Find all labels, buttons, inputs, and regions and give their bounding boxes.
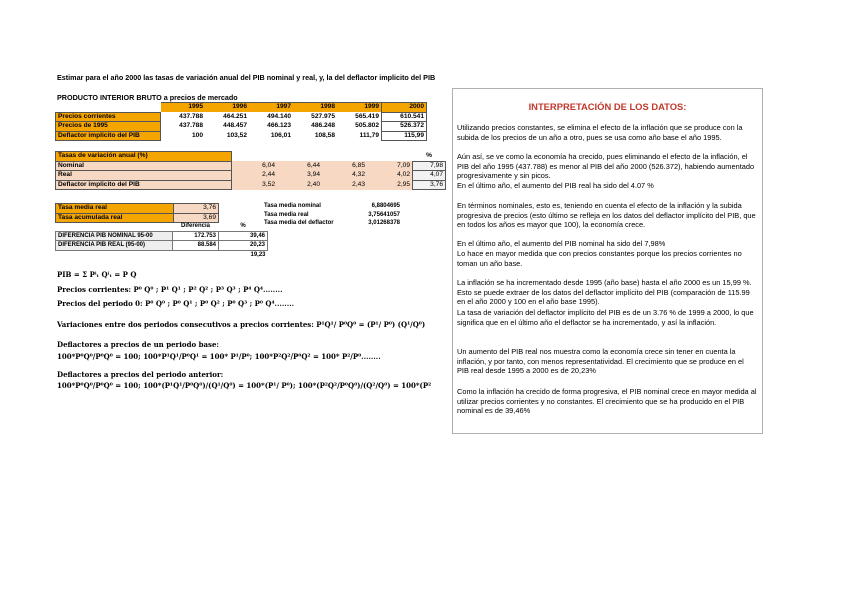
year-cell: 1995 [161, 103, 206, 113]
interpretation-panel [452, 88, 763, 434]
value-cell: 486.248 [311, 122, 335, 130]
value-cell: 7,98 [413, 161, 446, 171]
table-row [56, 231, 268, 241]
formula-current-prices: Precios corrientes: P⁰ Q⁰ ; P¹ Q¹ ; P² Q² ; P³ Q³ ; P⁴ Q⁴........ [57, 285, 283, 294]
table-row [56, 122, 427, 132]
value-cell: 6,8804695 [371, 203, 400, 209]
row-label: DIFERENCIA PIB REAL (95-00) [56, 241, 173, 251]
year-cell: 1997 [249, 103, 293, 113]
row-label: Tasa acumulada real [56, 213, 174, 223]
pib-table [55, 102, 427, 141]
formula-deflator-base-title: Deflactores a precios de un periodo base: [57, 340, 219, 349]
value-cell: 3,69 [174, 213, 219, 223]
formula-pib: PIB = Σ Pⁱₜ Qⁱₜ = P Q [57, 270, 137, 279]
year-cell: 1996 [205, 103, 249, 113]
value-cell: 464.251 [223, 112, 247, 120]
interpretation-paragraph: Aún así, se ve como la economía ha crecido, pues eliminando el efecto de la inflación, el PIB del año 1995 (437.788) es menor al PIB del año 2000 (526.372), habiendo aumentado progresivamente y sin picos. [457, 152, 755, 180]
interpretation-paragraph: Utilizando precios constantes, se elimina el efecto de la inflación que se produce con la subida de los precios de un año a otro, pues se usa como año base el año 1995. [457, 123, 743, 142]
value-cell: 7,09 [367, 161, 413, 171]
column-header: % [240, 223, 246, 229]
row-label: Deflactor implicito del PIB [56, 131, 161, 141]
row-label: Real [56, 171, 232, 181]
value-cell: 4,07 [413, 171, 446, 181]
value-cell: 2,44 [232, 171, 278, 181]
interpretation-paragraph: Como la inflación ha crecido de forma progresiva, el PIB nominal crece en mayor medida al utilizar precios corrientes y no constantes. El crecimiento que se ha producido en el PIB nominal es de 39,46% [457, 387, 757, 415]
value-cell: 2,40 [277, 180, 322, 190]
value-cell: 3,75641057 [368, 211, 400, 218]
formula-deflator-prev: 100*P⁰Q⁰/P⁰Q⁰ = 100; 100*(P¹Q¹/P⁰Q⁰)/(Q¹/Q⁰) = 100*(P¹/ P⁰); 100*(P²Q²/P⁰Q⁰)/(Q²/Q⁰) = 100*(P² [57, 381, 432, 390]
means-table [262, 202, 402, 228]
value-cell: 6,44 [277, 161, 322, 171]
interpretation-paragraph: En el último año, el aumento del PIB nominal ha sido del 7,98% [457, 239, 666, 248]
value-cell: 437.788 [179, 122, 203, 130]
table-row [56, 250, 268, 259]
value-cell: 610.541 [382, 112, 427, 122]
value-cell: 448.457 [223, 122, 247, 130]
value-cell: 527.975 [311, 112, 335, 120]
value-cell: 111,79 [359, 131, 379, 139]
difference-table [55, 222, 268, 259]
table-row [262, 211, 402, 220]
interpretation-title: INTERPRETACIÓN DE LOS DATOS: [528, 101, 687, 112]
variation-header-row [56, 152, 446, 162]
interpretation-paragraph: Un aumento del PIB real nos muestra como la economía crece sin tener en cuenta la inflación, y por tanto, con menos representatividad. El crecimiento que se produce en el PIB real desde 1995 a 2000 es de 20,23% [457, 347, 744, 375]
value-cell: 103,52 [226, 131, 247, 139]
value-cell: 108,58 [314, 131, 335, 139]
table-row [56, 180, 446, 190]
table-row [262, 219, 402, 228]
value-cell: 3,52 [232, 180, 278, 190]
value-cell: 2,43 [322, 180, 367, 190]
table-row [56, 161, 446, 171]
value-cell: 505.802 [355, 122, 379, 130]
value-cell: 437.788 [179, 112, 203, 120]
interpretation-paragraph: En términos nominales, esto es, teniendo en cuenta el efecto de la inflación y la subida progresiva de precios (esto último se refleja en los datos del deflactor implícito del PIB, que en todos los años es mayor que 100), la economía crece. [457, 201, 756, 229]
pct-symbol: % [413, 152, 446, 162]
value-cell: 565.419 [355, 112, 379, 120]
value-cell: 526.372 [382, 122, 427, 132]
interpretation-paragraph: Lo hace en mayor medida que con precios constantes porque los precios corrientes no toman un año base. [457, 249, 742, 268]
row-label: Precios de 1995 [56, 122, 161, 132]
value-cell: 3,94 [277, 171, 322, 181]
value-cell: 172.753 [173, 231, 219, 241]
difference-header-row [56, 222, 268, 231]
table-row [56, 241, 268, 251]
value-cell: 19,23 [250, 251, 266, 258]
value-cell: 115,99 [382, 131, 427, 141]
table-row [56, 131, 427, 141]
formula-base-prices: Precios del periodo 0: P⁰ Q⁰ ; P⁰ Q¹ ; P⁰ Q² ; P⁰ Q³ ; P⁰ Q⁴........ [57, 299, 295, 308]
exercise-title: Estimar para el año 2000 las tasas de variación anual del PIB nominal y real, y, la del deflactor implicito del PIB [57, 73, 436, 82]
year-cell: 1999 [337, 103, 382, 113]
interpretation-paragraph: La inflación se ha incrementado desde 1995 (año base) hasta el año 2000 es un 15,99 %. Esto se puede extraer de los datos del deflactor implícito del PIB (comparación de 115.99 en el año 2000 y 100 en el año base 1995). [457, 278, 752, 306]
table-caption: PRODUCTO INTERIOR BRUTO a precios de mercado [57, 93, 238, 102]
value-cell: 39,46 [219, 231, 268, 241]
value-cell: 6,85 [322, 161, 367, 171]
value-cell: 2,95 [367, 180, 413, 190]
table-row [56, 112, 427, 122]
row-label: Tasa media nominal [264, 203, 321, 209]
row-label: Deflactor implicito del PIB [56, 180, 232, 190]
value-cell: 4,02 [367, 171, 413, 181]
row-label: DIFERENCIA PIB NOMINAL 95-00 [56, 231, 173, 241]
value-cell: 4,32 [322, 171, 367, 181]
value-cell: 106,01 [270, 131, 291, 139]
value-cell: 3,76 [413, 180, 446, 190]
value-cell: 3,76 [174, 204, 219, 214]
year-cell: 1998 [293, 103, 337, 113]
table-row [56, 171, 446, 181]
table-row [56, 204, 219, 214]
value-cell: 494.140 [267, 112, 291, 120]
rates-table [55, 203, 219, 223]
row-label: Precios corrientes [56, 112, 161, 122]
interpretation-paragraph: La tasa de variación del deflactor implícito del PIB es de un 3.76 % de 1999 a 2000, lo que significa que en el último año el deflactor se ha incrementado, y así la inflación. [457, 308, 754, 327]
value-cell: 3,01268378 [368, 220, 400, 227]
table-row [262, 202, 402, 211]
formula-deflator-prev-title: Deflactores a precios del periodo anterior: [57, 370, 224, 379]
value-cell: 466.123 [267, 122, 291, 130]
row-label: Tasa media real [56, 204, 174, 214]
year-cell: 2000 [382, 103, 427, 113]
row-label: Tasa media del deflactor [264, 220, 334, 227]
value-cell: 6,04 [232, 161, 278, 171]
row-label: Tasa media real [264, 211, 309, 218]
formula-variations: Variaciones entre dos periodos consecutivos a precios corrientes: P¹Q¹/ P⁰Q⁰ = (P¹/ P⁰) (Q¹/Q⁰) [57, 320, 426, 329]
value-cell: 20,23 [219, 241, 268, 251]
value-cell: 100 [191, 131, 203, 139]
value-cell: 88.584 [173, 241, 219, 251]
variation-header: Tasas de variación anual (%) [56, 152, 232, 162]
interpretation-paragraph: En el último año, el aumento del PIB real ha sido del 4.07 % [457, 181, 654, 190]
formula-deflator-base: 100*P⁰Q⁰/P⁰Q⁰ = 100; 100*P¹Q¹/P⁰Q¹ = 100* P¹/P⁰; 100*P²Q²/P⁰Q² = 100* P²/P⁰........ [57, 352, 381, 361]
year-header-row [56, 103, 427, 113]
column-header: Diferencia [180, 223, 210, 229]
row-label: Nominal [56, 161, 232, 171]
variation-table [55, 151, 446, 190]
